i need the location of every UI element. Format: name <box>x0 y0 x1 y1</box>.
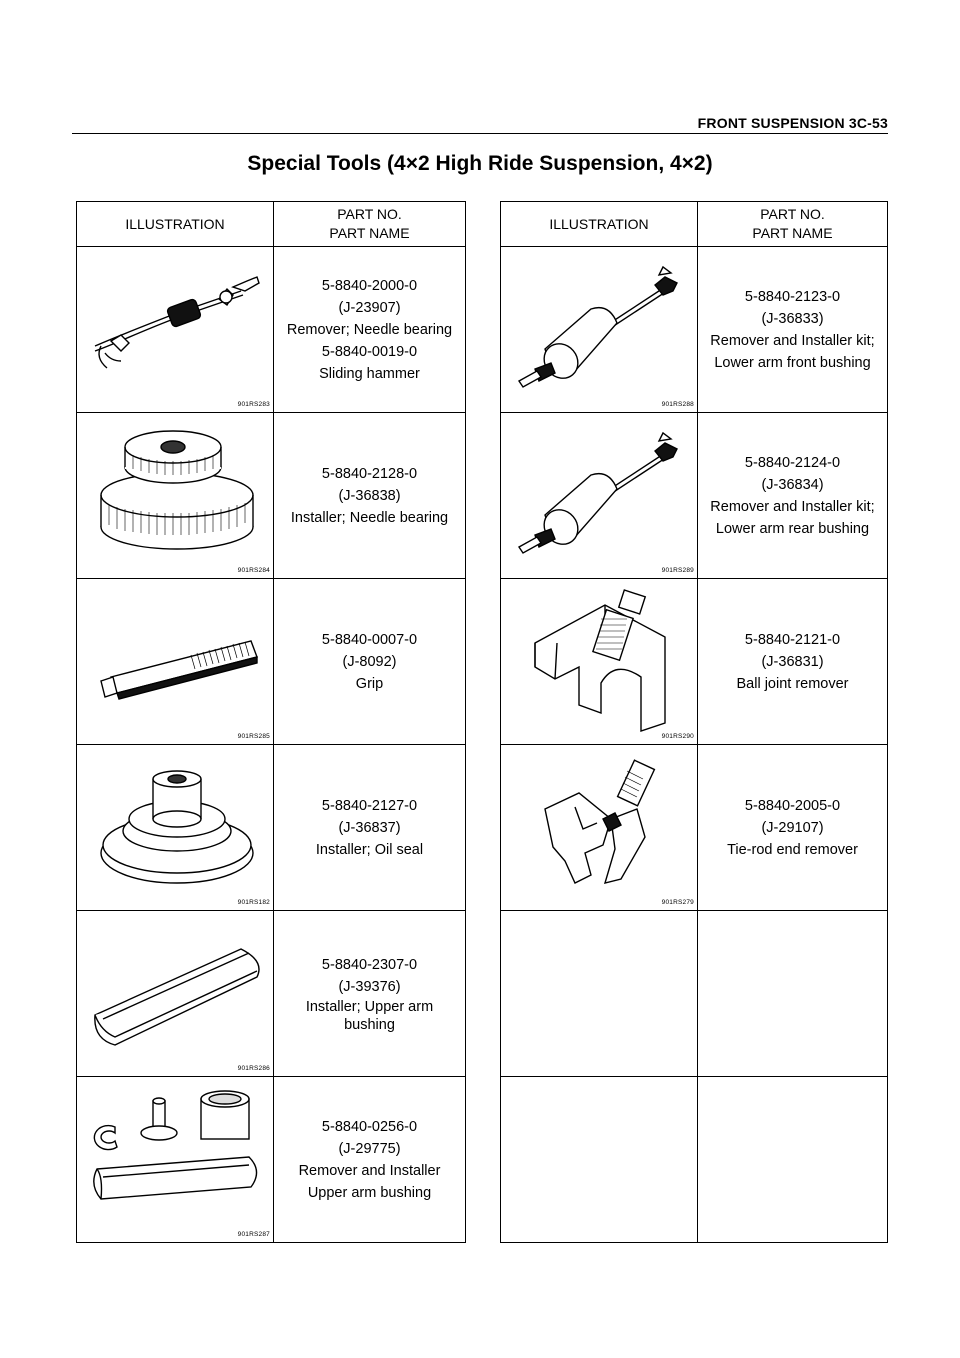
table-row <box>77 247 466 413</box>
part-cell <box>274 911 466 1077</box>
part-number: 5-8840-0019-0 <box>321 343 418 360</box>
table-row <box>77 911 466 1077</box>
table-header-row <box>501 202 888 247</box>
part-number: 5-8840-2128-0 <box>321 465 418 482</box>
table-row <box>501 745 888 911</box>
figure-code: 901RS289 <box>661 567 694 574</box>
running-head: FRONT SUSPENSION 3C-53 <box>697 115 888 131</box>
part-no-header: PART NO. <box>337 206 402 222</box>
tool-number: (J-29775) <box>338 1140 401 1157</box>
part-name: Installer; Upper arm <box>305 998 434 1015</box>
part-name: bushing <box>344 1016 395 1033</box>
illustration-cell <box>77 413 274 579</box>
part-number: 5-8840-2005-0 <box>744 797 841 814</box>
part-name: Remover; Needle bearing <box>286 321 453 338</box>
part-number: 5-8840-2127-0 <box>321 797 418 814</box>
header-rule <box>72 133 888 134</box>
illustration-cell <box>77 247 274 413</box>
part-number: 5-8840-2123-0 <box>744 288 841 305</box>
tool-number: (J-23907) <box>338 299 401 316</box>
part-number: 5-8840-2000-0 <box>321 277 418 294</box>
illustration-cell <box>501 247 698 413</box>
illustration-cell <box>501 579 698 745</box>
illustration-cell <box>501 745 698 911</box>
tie-rod-remover-icon <box>505 749 693 906</box>
part-name: Lower arm front bushing <box>714 354 871 371</box>
part-number: 5-8840-0007-0 <box>321 631 418 648</box>
part-cell <box>698 745 888 911</box>
tool-number: (J-36838) <box>338 487 401 504</box>
table-row <box>77 413 466 579</box>
part-cell <box>698 247 888 413</box>
tool-number: (J-36833) <box>761 310 824 327</box>
tool-number: (J-36834) <box>761 476 824 493</box>
sliding-hammer-icon <box>81 251 269 408</box>
part-number: 5-8840-0256-0 <box>321 1118 418 1135</box>
tool-number: (J-8092) <box>342 653 397 670</box>
part-name: Installer; Needle bearing <box>290 509 449 526</box>
illustration-cell <box>501 1077 698 1243</box>
tools-table-right <box>500 201 888 1243</box>
illustration-cell <box>77 745 274 911</box>
rear-bushing-tool-icon <box>505 417 693 574</box>
illustration-cell <box>77 1077 274 1243</box>
illustration-header: ILLUSTRATION <box>501 202 698 247</box>
illustration-cell <box>501 413 698 579</box>
figure-code: 901RS279 <box>661 899 694 906</box>
figure-code: 901RS283 <box>237 401 270 408</box>
table-row <box>501 413 888 579</box>
part-cell <box>698 413 888 579</box>
figure-code: 901RS286 <box>237 1065 270 1072</box>
part-cell <box>274 745 466 911</box>
illustration-cell <box>77 911 274 1077</box>
table-row <box>77 745 466 911</box>
grip-icon <box>81 583 269 740</box>
half-sleeve-icon <box>81 915 269 1072</box>
page-title: Special Tools (4×2 High Ride Suspension, 4×2) <box>247 152 713 175</box>
part-name: Ball joint remover <box>736 675 849 692</box>
part-name: Tie-rod end remover <box>727 841 858 858</box>
figure-code: 901RS287 <box>237 1231 270 1238</box>
part-name: Installer; Oil seal <box>315 841 424 858</box>
part-cell <box>274 247 466 413</box>
part-name: Upper arm bushing <box>307 1184 432 1201</box>
figure-code: 901RS182 <box>237 899 270 906</box>
figure-code: 901RS288 <box>661 401 694 408</box>
part-name: Remover and Installer <box>298 1162 441 1179</box>
table-row <box>77 1077 466 1243</box>
part-name: Sliding hammer <box>319 365 420 382</box>
part-header <box>274 202 466 247</box>
tool-number: (J-39376) <box>338 978 401 995</box>
part-no-header: PART NO. <box>760 206 825 222</box>
illustration-header: ILLUSTRATION <box>77 202 274 247</box>
part-name: Lower arm rear bushing <box>715 520 870 537</box>
part-name-header: PART NAME <box>752 225 833 241</box>
table-row <box>501 247 888 413</box>
part-header <box>698 202 888 247</box>
part-number: 5-8840-2124-0 <box>744 454 841 471</box>
front-bushing-tool-icon <box>505 251 693 408</box>
figure-code: 901RS285 <box>237 733 270 740</box>
part-number: 5-8840-2307-0 <box>321 956 418 973</box>
oil-seal-installer-icon <box>81 749 269 906</box>
tool-number: (J-29107) <box>761 819 824 836</box>
part-name-header: PART NAME <box>329 225 410 241</box>
tools-table-left <box>76 201 466 1243</box>
part-name: Remover and Installer kit; <box>710 498 875 515</box>
table-row <box>77 579 466 745</box>
figure-code: 901RS284 <box>237 567 270 574</box>
part-cell <box>274 579 466 745</box>
illustration-cell <box>77 579 274 745</box>
part-cell <box>698 911 888 1077</box>
illustration-cell <box>501 911 698 1077</box>
knurled-installer-icon <box>81 417 269 574</box>
table-header-row <box>77 202 466 247</box>
part-cell <box>274 413 466 579</box>
tool-number: (J-36831) <box>761 653 824 670</box>
table-row <box>501 1077 888 1243</box>
part-cell <box>698 1077 888 1243</box>
part-cell <box>274 1077 466 1243</box>
part-number: 5-8840-2121-0 <box>744 631 841 648</box>
ball-joint-remover-icon <box>505 583 693 740</box>
part-cell <box>698 579 888 745</box>
tool-number: (J-36837) <box>338 819 401 836</box>
part-name: Remover and Installer kit; <box>710 332 875 349</box>
bushing-kit-icon <box>81 1081 269 1238</box>
table-row <box>501 911 888 1077</box>
table-row <box>501 579 888 745</box>
part-name: Grip <box>355 675 384 692</box>
figure-code: 901RS290 <box>661 733 694 740</box>
